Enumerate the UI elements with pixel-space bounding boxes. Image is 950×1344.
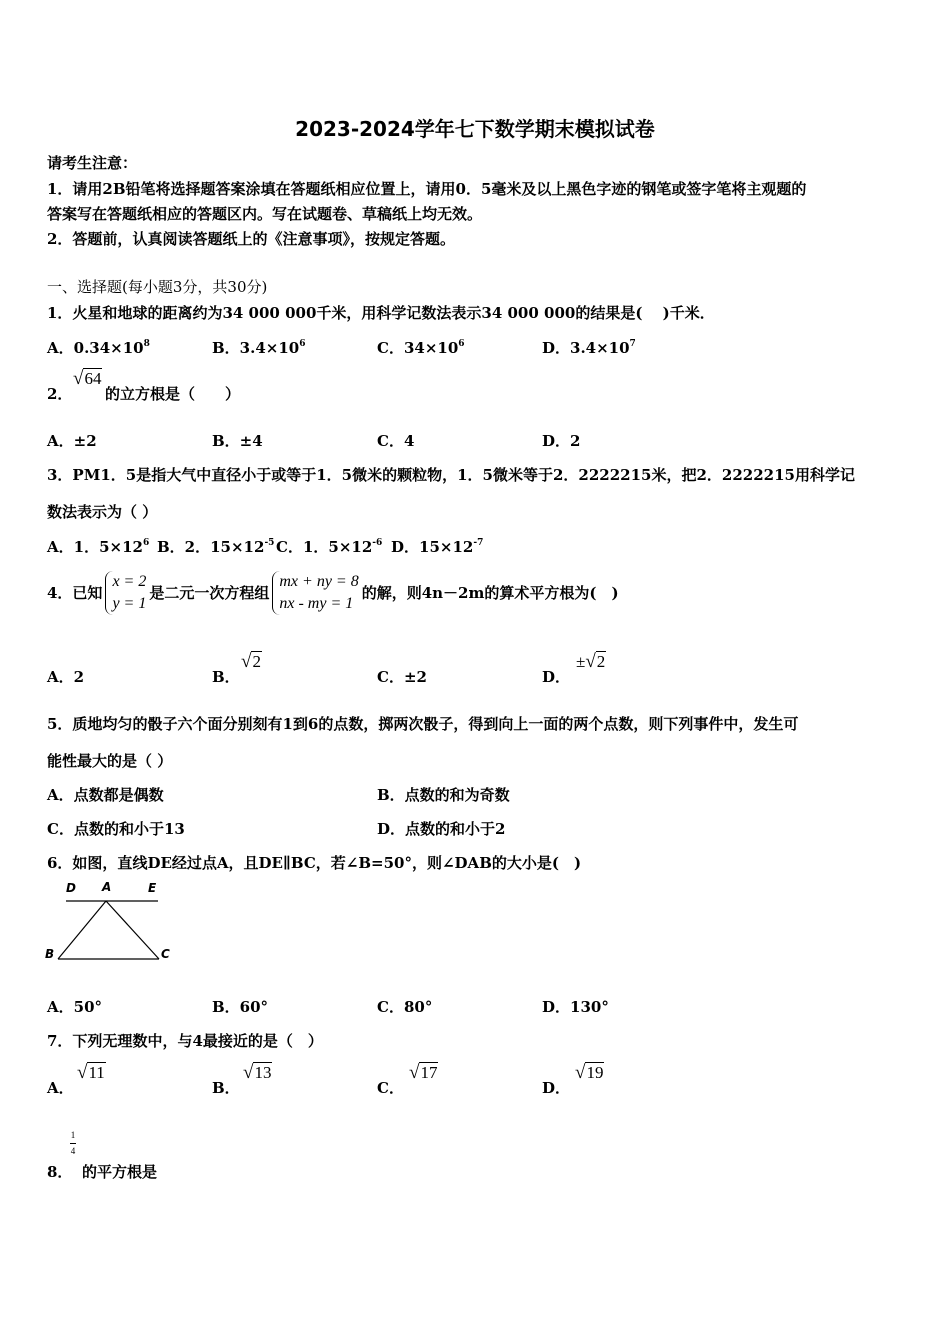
q5-option-c: C．点数的和小于13 bbox=[47, 820, 185, 838]
q4-solution-system bbox=[105, 571, 146, 615]
q7-option-c: C． bbox=[377, 1079, 404, 1097]
q1-option-a: A．$0.34\times 10^8$ bbox=[47, 339, 150, 357]
q6-option-a: A．50° bbox=[47, 998, 103, 1016]
q5-option-a: A．点数都是偶数 bbox=[47, 786, 164, 804]
q6-option-b: B．60° bbox=[212, 998, 269, 1016]
q4-option-b: B． bbox=[212, 668, 240, 686]
q4-equation-2: nx - my = 1 bbox=[279, 595, 354, 612]
segment-ab bbox=[58, 901, 106, 959]
q6-stem: 6．如图，直线DE经过点A，且DE∥BC，若∠B=50°，则∠DAB的大小是( ) bbox=[47, 854, 582, 872]
notice-line-1a: 1．请用2B铅笔将选择题答案涂填在答题纸相应位置上，请用0．5毫米及以上黑色字迹的钢笔或签字笔将主观题的 bbox=[47, 180, 807, 198]
q8-stem: 的平方根是 bbox=[82, 1163, 158, 1181]
q4-stem bbox=[47, 567, 619, 619]
q4-option-c: C．±2 bbox=[377, 668, 427, 686]
q7-option-a: A． bbox=[47, 1079, 74, 1097]
q8-fraction-denominator: 4 bbox=[70, 1146, 76, 1156]
q4-prefix: 4．已知 bbox=[47, 584, 103, 602]
q5-option-d: D．点数的和小于2 bbox=[377, 820, 506, 838]
notice-line-2: 2．答题前，认真阅读答题纸上的《注意事项》，按规定答题。 bbox=[47, 230, 455, 248]
q4-equation-system bbox=[272, 571, 358, 615]
q3-option-b: B．2．$15\times 12^{-5}$ bbox=[157, 538, 275, 556]
q3-stem-line-2: 数法表示为（ ） bbox=[47, 503, 158, 521]
q4-solution-y: y = 1 bbox=[112, 595, 147, 612]
q4-suffix: 的解，则4n－2m的算术平方根为( ) bbox=[361, 584, 619, 602]
q5-option-b: B．点数的和为奇数 bbox=[377, 786, 510, 804]
label-e: E bbox=[148, 881, 157, 895]
q8-number: 8． bbox=[47, 1163, 73, 1181]
q3-stem-line-1: 3．PM1．5是指大气中直径小于或等于1．5微米的颗粒物，1．5微米等于2．2222215米，把2．2222215用科学记 bbox=[47, 466, 855, 484]
notice-heading: 请考生注意： bbox=[47, 154, 138, 172]
q7-option-d-radical: √19 bbox=[575, 1062, 604, 1083]
q2-option-b: B．±4 bbox=[212, 432, 263, 450]
label-c: C bbox=[161, 947, 170, 961]
q1-option-b: B．$3.4\times 10^6$ bbox=[212, 339, 306, 357]
q1-stem: 1．火星和地球的距离约为34 000 000千米，用科学记数法表示34 000 000的结果是( )千米． bbox=[47, 304, 715, 322]
q4-mid: 是二元一次方程组 bbox=[149, 584, 270, 602]
label-a: A bbox=[102, 880, 112, 894]
q4-option-a: A．2 bbox=[47, 668, 85, 686]
q3-option-d: D．$15\times 12^{-7}$ bbox=[391, 538, 484, 556]
q2-stem: 的立方根是（ ） bbox=[105, 385, 241, 403]
q4-option-d-radical: ±√2 bbox=[576, 651, 606, 672]
q2-radical: √64 bbox=[73, 368, 102, 389]
q4-option-d: D． bbox=[542, 668, 571, 686]
q7-stem: 7．下列无理数中，与4最接近的是（ ） bbox=[47, 1032, 323, 1050]
q2-option-c: C．4 bbox=[377, 432, 415, 450]
q8-fraction-numerator: 1 bbox=[70, 1130, 76, 1140]
q7-option-a-radical: √11 bbox=[77, 1062, 105, 1083]
q7-option-b-radical: √13 bbox=[243, 1062, 272, 1083]
segment-ac bbox=[106, 901, 159, 959]
q8-fraction-bar bbox=[70, 1143, 76, 1144]
q2-number: 2． bbox=[47, 385, 73, 403]
q2-option-d: D．2 bbox=[542, 432, 581, 450]
q4-solution-x: x = 2 bbox=[112, 573, 147, 590]
q7-option-d: D． bbox=[542, 1079, 571, 1097]
q1-option-c: C．$34\times 10^6$ bbox=[377, 339, 465, 357]
notice-line-1b: 答案写在答题纸相应的答题区内。写在试题卷、草稿纸上均无效。 bbox=[47, 205, 483, 223]
q3-option-a: A．1．$5\times 12^6$ bbox=[47, 538, 150, 556]
q4-equation-1: mx + ny = 8 bbox=[279, 573, 359, 590]
q1-option-d: D．$3.4\times 10^7$ bbox=[542, 339, 636, 357]
label-d: D bbox=[66, 881, 76, 895]
q6-option-d: D．130° bbox=[542, 998, 609, 1016]
q7-option-b: B． bbox=[212, 1079, 240, 1097]
q2-option-a: A．±2 bbox=[47, 432, 97, 450]
page-title: 2023-2024学年七下数学期末模拟试卷 bbox=[295, 117, 655, 141]
q5-stem-line-2: 能性最大的是（ ） bbox=[47, 752, 173, 770]
section-heading: 一、选择题(每小题3分，共30分) bbox=[47, 278, 268, 296]
q6-figure bbox=[40, 875, 180, 965]
q7-option-c-radical: √17 bbox=[409, 1062, 438, 1083]
q3-option-c: C．1．$5\times 12^{-6}$ bbox=[276, 538, 383, 556]
q5-stem-line-1: 5．质地均匀的骰子六个面分别刻有1到6的点数，掷两次骰子，得到向上一面的两个点数，则下列事件中，发生可 bbox=[47, 715, 799, 733]
q6-option-c: C．80° bbox=[377, 998, 433, 1016]
q4-option-b-radical: √2 bbox=[241, 651, 261, 672]
label-b: B bbox=[45, 947, 55, 961]
